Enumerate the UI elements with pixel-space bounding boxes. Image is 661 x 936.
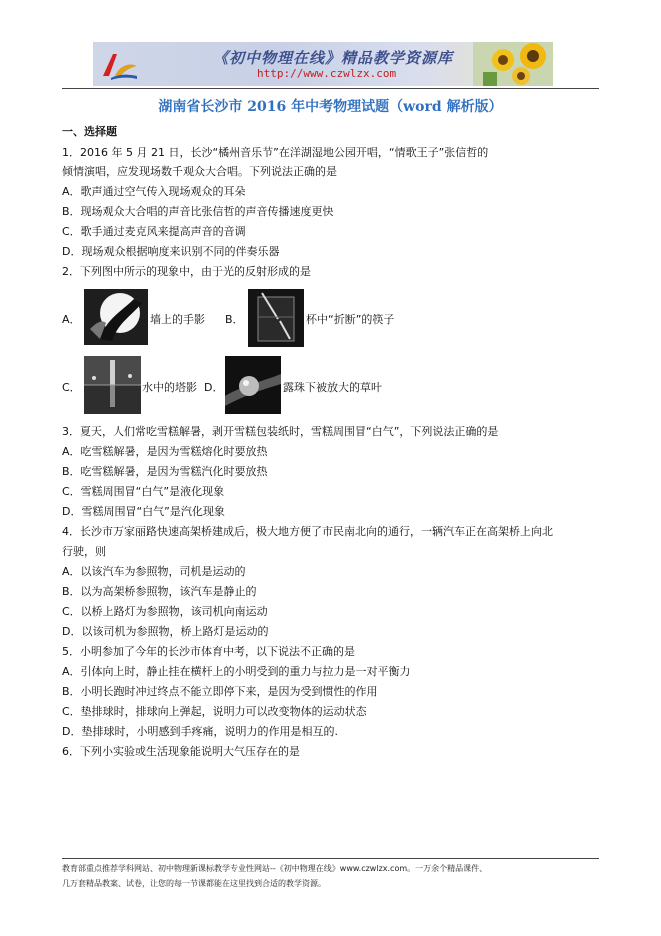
q2-option-a-caption: 墙上的手影 — [150, 313, 205, 326]
q3-option-d: D．雪糕周围冒“白气”是汽化现象 — [62, 505, 225, 518]
footer-line1: 教育部重点推荐学科网站、初中物理新课标教学专业性网站--《初中物理在线》www.czwlzx.com。一万余个精品课件、 — [62, 864, 488, 873]
q2-option-b-label: B． — [225, 313, 244, 326]
banner-url: http://www.czwlzx.com — [257, 67, 397, 80]
q2-option-a-label: A． — [62, 313, 81, 326]
q3-option-c: C．雪糕周围冒“白气”是液化现象 — [62, 485, 225, 498]
bent-chopstick-image — [248, 289, 304, 347]
header-banner — [93, 42, 553, 86]
q3-stem: 3．夏天，人们常吃雪糕解暑，剥开雪糕包装纸时，雪糕周围冒“白气”，下列说法正确的是 — [62, 425, 499, 438]
q6-stem: 6．下列小实验或生活现象能说明大气压存在的是 — [62, 745, 300, 758]
q3-option-b: B．吃雪糕解暑，是因为雪糕汽化时要放热 — [62, 465, 268, 478]
footer-line2: 几万套精品教案、试卷，让您的每一节课都能在这里找到合适的教学资源。 — [62, 879, 326, 888]
document-title: 湖南省长沙市 2016 年中考物理试题（word 解析版） — [158, 99, 503, 115]
q4-stem-line1: 4．长沙市万家丽路快速高架桥建成后，极大地方便了市民南北向的通行，一辆汽车正在高架桥上向北 — [62, 525, 553, 538]
header-rule — [62, 88, 599, 89]
q2-option-b-caption: 杯中“折断”的筷子 — [306, 313, 395, 326]
q2-option-c-caption: 水中的塔影 — [142, 381, 197, 394]
q5-option-c: C．垫排球时，排球向上弹起，说明力可以改变物体的运动状态 — [62, 705, 367, 718]
footer-rule — [62, 858, 599, 859]
q2-stem: 2．下列图中所示的现象中，由于光的反射形成的是 — [62, 265, 311, 278]
q4-option-a: A．以该汽车为参照物，司机是运动的 — [62, 565, 246, 578]
q1-stem-line1: 1．2016 年 5 月 21 日，长沙“橘州音乐节”在洋湖湿地公园开唱，“情歌王子”张信哲的 — [62, 146, 489, 159]
q1-option-b: B．现场观众大合唱的声音比张信哲的声音传播速度更快 — [62, 205, 334, 218]
q2-option-c-label: C． — [62, 381, 81, 394]
section-heading: 一、选择题 — [62, 125, 117, 138]
q4-option-d: D．以该司机为参照物，桥上路灯是运动的 — [62, 625, 269, 638]
hand-shadow-image — [84, 289, 148, 345]
tower-reflection-image — [84, 356, 141, 414]
q1-option-a: A．歌声通过空气传入现场观众的耳朵 — [62, 185, 246, 198]
q5-option-b: B．小明长跑时冲过终点不能立即停下来，是因为受到惯性的作用 — [62, 685, 378, 698]
q5-option-a: A．引体向上时，静止挂在横杆上的小明受到的重力与拉力是一对平衡力 — [62, 665, 411, 678]
q3-option-a: A．吃雪糕解暑，是因为雪糕熔化时要放热 — [62, 445, 268, 458]
q5-option-d: D．垫排球时，小明感到手疼痛，说明力的作用是相互的. — [62, 725, 338, 738]
banner-title: 《初中物理在线》精品教学资源库 — [213, 49, 454, 67]
q4-stem-line2: 行驶，则 — [62, 545, 106, 558]
q5-stem: 5．小明参加了今年的长沙市体育中考，以下说法不正确的是 — [62, 645, 355, 658]
q2-option-d-caption: 露珠下被放大的草叶 — [283, 381, 382, 394]
site-logo-icon — [99, 46, 139, 82]
q1-option-c: C．歌手通过麦克风来提高声音的音调 — [62, 225, 246, 238]
dewdrop-leaf-image — [225, 356, 281, 414]
q2-option-d-label: D． — [204, 381, 224, 394]
q1-stem-line2: 倾情演唱，应发现场数千观众大合唱。下列说法正确的是 — [62, 165, 337, 178]
sunflower-icon — [473, 42, 553, 86]
q4-option-b: B．以为高架桥参照物，该汽车是静止的 — [62, 585, 257, 598]
q1-option-d: D．现场观众根据响度来识别不同的伴奏乐器 — [62, 245, 280, 258]
q4-option-c: C．以桥上路灯为参照物，该司机向南运动 — [62, 605, 268, 618]
